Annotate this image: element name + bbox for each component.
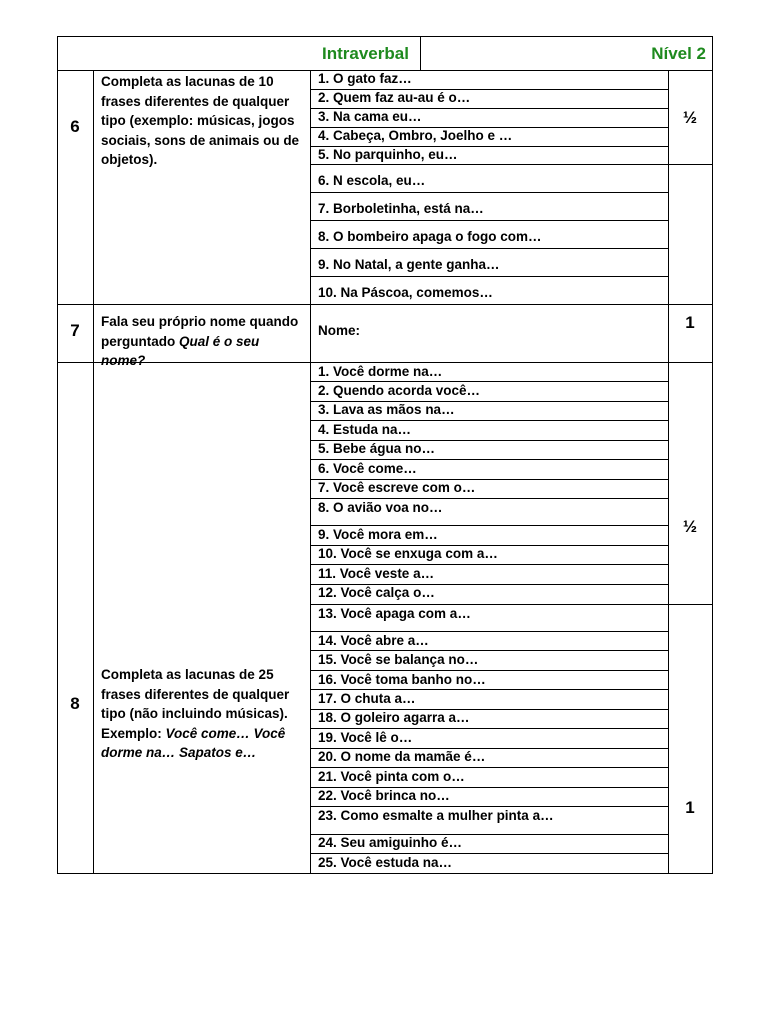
phrase-item: 4. Estuda na…: [318, 422, 412, 437]
cell-line: [310, 806, 668, 807]
phrase-item: 17. O chuta a…: [318, 691, 416, 706]
cell-line: [310, 564, 668, 565]
phrase-item: 1. Você dorme na…: [318, 364, 443, 379]
score-value: ½: [682, 108, 698, 127]
phrase-item: 3. Lava as mãos na…: [318, 402, 455, 417]
cell-line: [310, 381, 668, 382]
name-field-label: Nome:: [318, 323, 361, 338]
item-number: 7: [70, 321, 80, 340]
phrase-item: 15. Você se balança no…: [318, 652, 479, 667]
phrase-item: 22. Você brinca no…: [318, 788, 450, 803]
phrase-item: 8. O avião voa no…: [318, 500, 443, 515]
phrase-item: 18. O goleiro agarra a…: [318, 710, 470, 725]
description-italic-text: Você come… Você dorme na… Sapatos e…: [101, 725, 286, 760]
phrase-item: 16. Você toma banho no…: [318, 672, 486, 687]
description-text: Fala seu próprio nome quando perguntado: [101, 314, 299, 349]
phrase-item: 11. Você veste a…: [318, 566, 435, 581]
phrase-item: 25. Você estuda na…: [318, 855, 453, 870]
cell-line: [310, 525, 668, 526]
phrase-item: 6. Você come…: [318, 461, 417, 476]
description-italic-text: Qual é o seu nome?: [101, 333, 260, 368]
col-line-description: [310, 70, 311, 874]
phrase-item: 20. O nome da mamãe é…: [318, 749, 486, 764]
phrase-item: 14. Você abre a…: [318, 633, 429, 648]
cell-line: [310, 459, 668, 460]
col-line-number: [93, 70, 94, 874]
phrase-item: 5. No parquinho, eu…: [318, 147, 458, 162]
description-text: Completa as lacunas de 25 frases diferentes de qualquer tipo (não incluindo músicas). Exemplo:: [101, 667, 290, 741]
col-line-score: [668, 70, 669, 874]
phrase-item: 13. Você apaga com a…: [318, 606, 471, 621]
cell-line: [310, 853, 668, 854]
phrase-item: 23. Como esmalte a mulher pinta a…: [318, 808, 554, 823]
item-description: [101, 665, 301, 763]
cell-line: [310, 248, 668, 249]
cell-line: [310, 650, 668, 651]
phrase-item: 3. Na cama eu…: [318, 109, 422, 124]
phrase-item: 19. Você lê o…: [318, 730, 413, 745]
phrase-item: 24. Seu amiguinho é…: [318, 835, 463, 850]
phrase-item: 21. Você pinta com o…: [318, 769, 465, 784]
score-value: ½: [682, 517, 698, 536]
phrase-item: 9. No Natal, a gente ganha…: [318, 257, 500, 272]
phrase-item: 4. Cabeça, Ombro, Joelho e …: [318, 128, 513, 143]
phrase-item: 1. O gato faz…: [318, 71, 412, 86]
level-label: Nível 2: [651, 44, 706, 63]
phrase-item: 9. Você mora em…: [318, 527, 438, 542]
cell-line: [310, 689, 668, 690]
cell-line: [310, 220, 668, 221]
item-number: 6: [70, 117, 80, 136]
phrase-item: 10. Na Páscoa, comemos…: [318, 285, 493, 300]
score-value: 1: [685, 313, 695, 332]
phrase-item: 5. Bebe água no…: [318, 441, 436, 456]
phrase-item: 7. Borboletinha, está na…: [318, 201, 484, 216]
phrase-item: 12. Você calça o…: [318, 585, 435, 600]
cell-line: [310, 767, 668, 768]
phrase-item: 2. Quem faz au-au é o…: [318, 90, 471, 105]
phrase-item: 2. Quendo acorda você…: [318, 383, 481, 398]
score-value: 1: [685, 798, 695, 817]
cell-line: [310, 604, 713, 605]
phrase-item: 10. Você se enxuga com a…: [318, 546, 498, 561]
phrase-item: 6. N escola, eu…: [318, 173, 426, 188]
cell-line: [310, 670, 668, 671]
item-description: Completa as lacunas de 10 frases diferentes de qualquer tipo (exemplo: músicas, jogos sociais, sons de animais ou de objetos).: [101, 74, 300, 167]
cell-line: [310, 728, 668, 729]
item-number: 8: [70, 694, 80, 713]
cell-line: [310, 498, 668, 499]
row-separator: [57, 304, 713, 305]
phrase-item: 7. Você escreve com o…: [318, 480, 476, 495]
cell-line: [310, 631, 668, 632]
cell-line: [310, 164, 713, 165]
phrase-item: 8. O bombeiro apaga o fogo com…: [318, 229, 542, 244]
section-title: Intraverbal: [322, 44, 409, 63]
cell-line: [310, 420, 668, 421]
header-divider: [420, 36, 421, 71]
item-description: [101, 312, 307, 371]
cell-line: [310, 192, 668, 193]
cell-line: [310, 276, 668, 277]
